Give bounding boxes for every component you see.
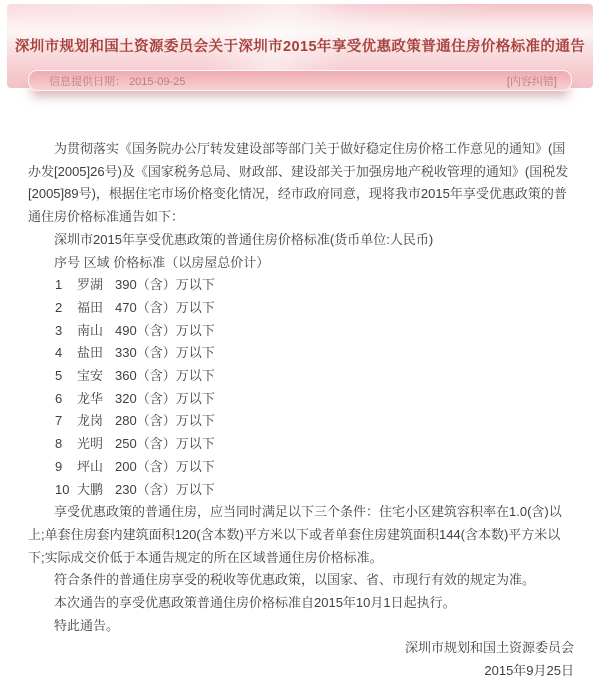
content-correction-link[interactable]: [内容纠错] xyxy=(506,75,557,88)
row-no: 2 xyxy=(55,299,63,315)
table-row xyxy=(55,297,574,320)
notice-title: 深圳市规划和国土资源委员会关于深圳市2015年享受优惠政策普通住房价格标准的通告 xyxy=(14,39,586,55)
table-row xyxy=(55,479,574,502)
info-date-label: 信息提供日期： xyxy=(49,75,126,88)
notice-body xyxy=(0,88,602,683)
intro-paragraph: 为贯彻落实《国务院办公厅转发建设部等部门关于做好稳定住房价格工作意见的通知》(国办发[2005]26号)及《国家税务总局、财政部、建设部关于加强房地产税收管理的通知》(国税发[2005]89号)，根据住宅市场价格变化情况，经市政府同意，现将我市2015年享受优惠政策的普通住房价格标准通告如下： xyxy=(28,141,569,225)
row-no: 7 xyxy=(55,413,63,429)
table-row xyxy=(55,342,574,365)
row-price: 490（含）万以下 xyxy=(115,322,215,338)
effective-date-paragraph: 本次通告的享受优惠政策普通住房价格标准自2015年10月1日起执行。 xyxy=(54,595,456,611)
row-district: 光明 xyxy=(77,436,104,452)
table-row xyxy=(55,320,574,343)
row-district: 南山 xyxy=(77,322,104,338)
row-price: 330（含）万以下 xyxy=(115,345,215,361)
row-district: 宝安 xyxy=(77,368,104,384)
row-no: 4 xyxy=(55,345,63,361)
row-price: 320（含）万以下 xyxy=(115,390,215,406)
table-row xyxy=(55,388,574,411)
table-header-line: 序号 区域 价格标准（以房屋总价计） xyxy=(54,254,270,270)
table-row xyxy=(55,456,574,479)
table-row xyxy=(55,365,574,388)
row-district: 罗湖 xyxy=(77,277,104,293)
row-no: 10 xyxy=(55,481,70,497)
row-district: 盐田 xyxy=(77,345,104,361)
signature-block xyxy=(28,637,574,682)
row-price: 360（含）万以下 xyxy=(115,368,215,384)
row-no: 1 xyxy=(55,277,63,293)
row-price: 280（含）万以下 xyxy=(115,413,215,429)
row-district: 大鹏 xyxy=(77,481,104,497)
row-price: 230（含）万以下 xyxy=(115,481,215,497)
row-no: 5 xyxy=(55,368,63,384)
row-district: 坪山 xyxy=(77,458,104,474)
table-row xyxy=(55,433,574,456)
row-price: 470（含）万以下 xyxy=(115,299,215,315)
row-no: 9 xyxy=(55,458,63,474)
row-no: 6 xyxy=(55,390,63,406)
standard-title-line: 深圳市2015年享受优惠政策的普通住房价格标准(货币单位:人民币) xyxy=(54,231,434,247)
row-district: 龙岗 xyxy=(77,413,104,429)
signature-date: 2015年9月25日 xyxy=(484,663,574,679)
row-price: 200（含）万以下 xyxy=(115,458,215,474)
notice-page xyxy=(0,4,602,688)
tax-policy-paragraph: 符合条件的普通住房享受的税收等优惠政策，以国家、省、市现行有效的规定为准。 xyxy=(54,572,536,588)
row-no: 8 xyxy=(55,436,63,452)
notice-header-banner xyxy=(7,4,593,88)
row-price: 250（含）万以下 xyxy=(115,436,215,452)
table-row xyxy=(55,410,574,433)
row-district: 龙华 xyxy=(77,390,104,406)
closing-paragraph: 特此通告。 xyxy=(54,617,120,633)
row-price: 390（含）万以下 xyxy=(115,277,215,293)
info-bar xyxy=(28,70,572,91)
info-date xyxy=(49,73,185,89)
table-row xyxy=(55,274,574,297)
conditions-paragraph: 享受优惠政策的普通住房，应当同时满足以下三个条件：住宅小区建筑容积率在1.0(含)以上;单套住房套内建筑面积120(含本数)平方米以下或者单套住房建筑面积144(含本数)平方米以下;实际成交价低于本通告规定的所在区域普通住房价格标准。 xyxy=(28,504,562,565)
info-date-value: 2015-09-25 xyxy=(129,75,186,88)
signature-org: 深圳市规划和国土资源委员会 xyxy=(404,640,574,656)
row-no: 3 xyxy=(55,322,63,338)
price-standard-table xyxy=(28,274,574,501)
row-district: 福田 xyxy=(77,299,104,315)
